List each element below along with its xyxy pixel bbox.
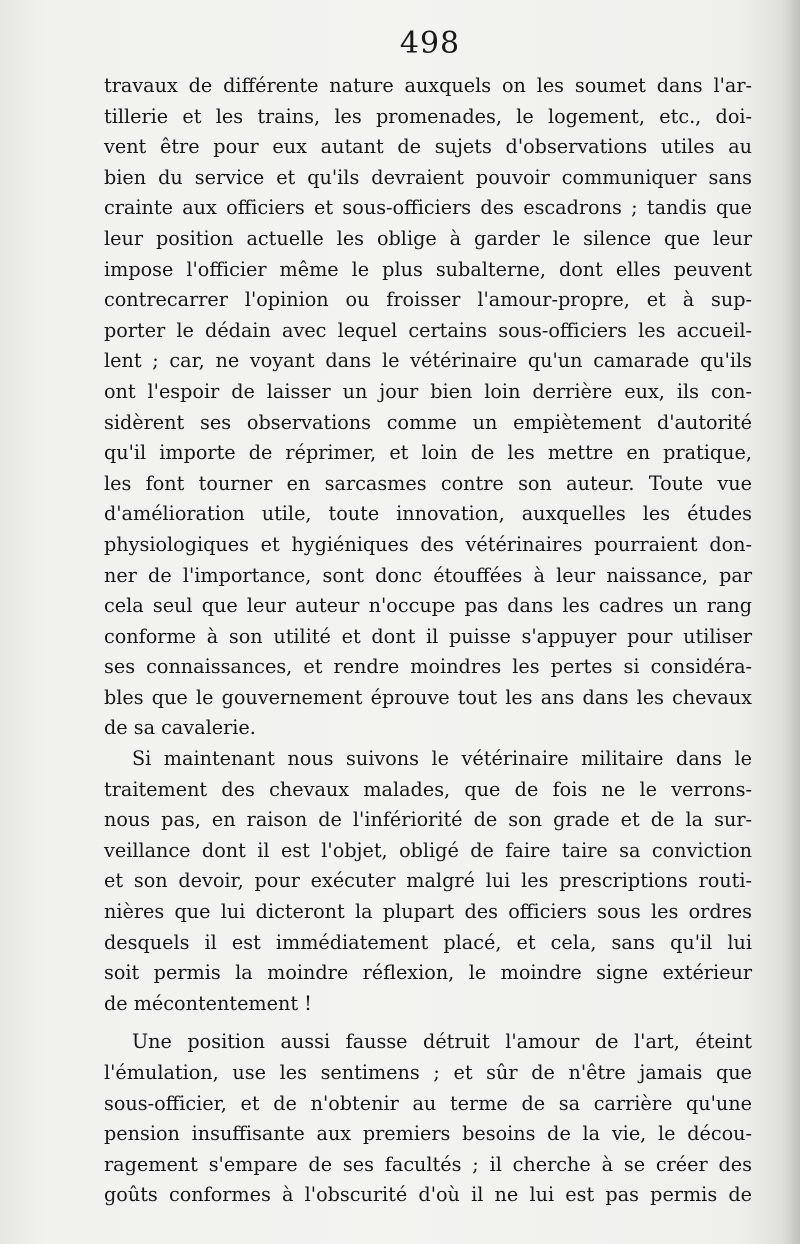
text-line: l'émulation, use les sentimens ; et sûr de n'être jamais que bbox=[104, 1061, 752, 1084]
text-line: impose l'officier même le plus subalterne, dont elles peuvent bbox=[104, 257, 752, 281]
text-line: goûts conformes à l'obscurité d'où il ne lui est pas permis de bbox=[104, 1183, 752, 1207]
text-line: travaux de différente nature auxquels on les soumet dans l'ar- bbox=[104, 74, 752, 97]
text-line: Une position aussi fausse détruit l'amour de l'art, éteint bbox=[132, 1030, 752, 1054]
text-line: sous-officier, et de n'obtenir au terme de sa carrière qu'une bbox=[104, 1091, 752, 1115]
page-text bbox=[104, 71, 752, 1211]
text-line: leur position actuelle les oblige à garder le silence que leur bbox=[104, 226, 752, 250]
paragraph-1 bbox=[104, 71, 752, 744]
paragraph-3 bbox=[104, 1027, 752, 1211]
text-line: ragement s'empare de ses facultés ; il cherche à se créer des bbox=[104, 1152, 752, 1176]
text-line: soit permis la moindre réflexion, le moindre signe extérieur bbox=[104, 961, 752, 985]
text-line: conforme à son utilité et dont il puisse s'appuyer pour utiliser bbox=[104, 624, 752, 648]
text-line: ner de l'importance, sont donc étouffées à leur naissance, par bbox=[104, 563, 752, 587]
text-line: traitement des chevaux malades, que de fois ne le verrons- bbox=[104, 777, 752, 801]
text-line: vent être pour eux autant de sujets d'observations utiles au bbox=[104, 135, 752, 159]
text-line: cela seul que leur auteur n'occupe pas dans les cadres un rang bbox=[104, 594, 752, 618]
paragraph-2 bbox=[104, 744, 752, 1019]
text-line: lent ; car, ne voyant dans le vétérinaire qu'un camarade qu'ils bbox=[104, 349, 752, 373]
text-line: nous pas, en raison de l'infériorité de son grade et de la sur- bbox=[104, 808, 752, 832]
text-line: bles que le gouvernement éprouve tout les ans dans les chevaux bbox=[104, 685, 752, 709]
text-line: porter le dédain avec lequel certains sous-officiers les accueil- bbox=[104, 318, 752, 342]
text-line: physiologiques et hygiéniques des vétérinaires pourraient don- bbox=[104, 532, 752, 556]
text-line: les font tourner en sarcasmes contre son auteur. Toute vue bbox=[104, 471, 752, 495]
text-line: qu'il importe de réprimer, et loin de les mettre en pratique, bbox=[104, 441, 752, 465]
text-line: et son devoir, pour exécuter malgré lui les prescriptions routi- bbox=[104, 869, 752, 893]
text-line: de mécontentement ! bbox=[104, 991, 312, 1015]
text-line: contrecarrer l'opinion ou froisser l'amour-propre, et à sup- bbox=[104, 288, 752, 312]
text-line: bien du service et qu'ils devraient pouvoir communiquer sans bbox=[104, 165, 752, 189]
page-edge-shadow bbox=[782, 0, 800, 1244]
text-line: nières que lui dicteront la plupart des officiers sous les ordres bbox=[104, 900, 752, 924]
text-line: Si maintenant nous suivons le vétérinaire militaire dans le bbox=[132, 747, 752, 771]
text-line: desquels il est immédiatement placé, et cela, sans qu'il lui bbox=[104, 930, 752, 954]
text-line: sidèrent ses observations comme un empiètement d'autorité bbox=[104, 410, 752, 434]
text-line: ont l'espoir de laisser un jour bien loin derrière eux, ils con- bbox=[104, 379, 752, 403]
text-line: de sa cavalerie. bbox=[104, 716, 256, 740]
paragraph-gap bbox=[104, 1019, 752, 1027]
text-line: crainte aux officiers et sous-officiers des escadrons ; tandis que bbox=[104, 196, 752, 220]
text-line: veillance dont il est l'objet, obligé de faire taire sa conviction bbox=[104, 838, 752, 862]
text-line: pension insuffisante aux premiers besoins de la vie, le décou- bbox=[104, 1122, 752, 1146]
text-line: ses connaissances, et rendre moindres les pertes si considéra- bbox=[104, 655, 752, 679]
text-line: d'amélioration utile, toute innovation, auxquelles les études bbox=[104, 502, 752, 526]
page-number: 498 bbox=[399, 26, 461, 61]
text-line: tillerie et les trains, les promenades, le logement, etc., doi- bbox=[104, 104, 752, 128]
